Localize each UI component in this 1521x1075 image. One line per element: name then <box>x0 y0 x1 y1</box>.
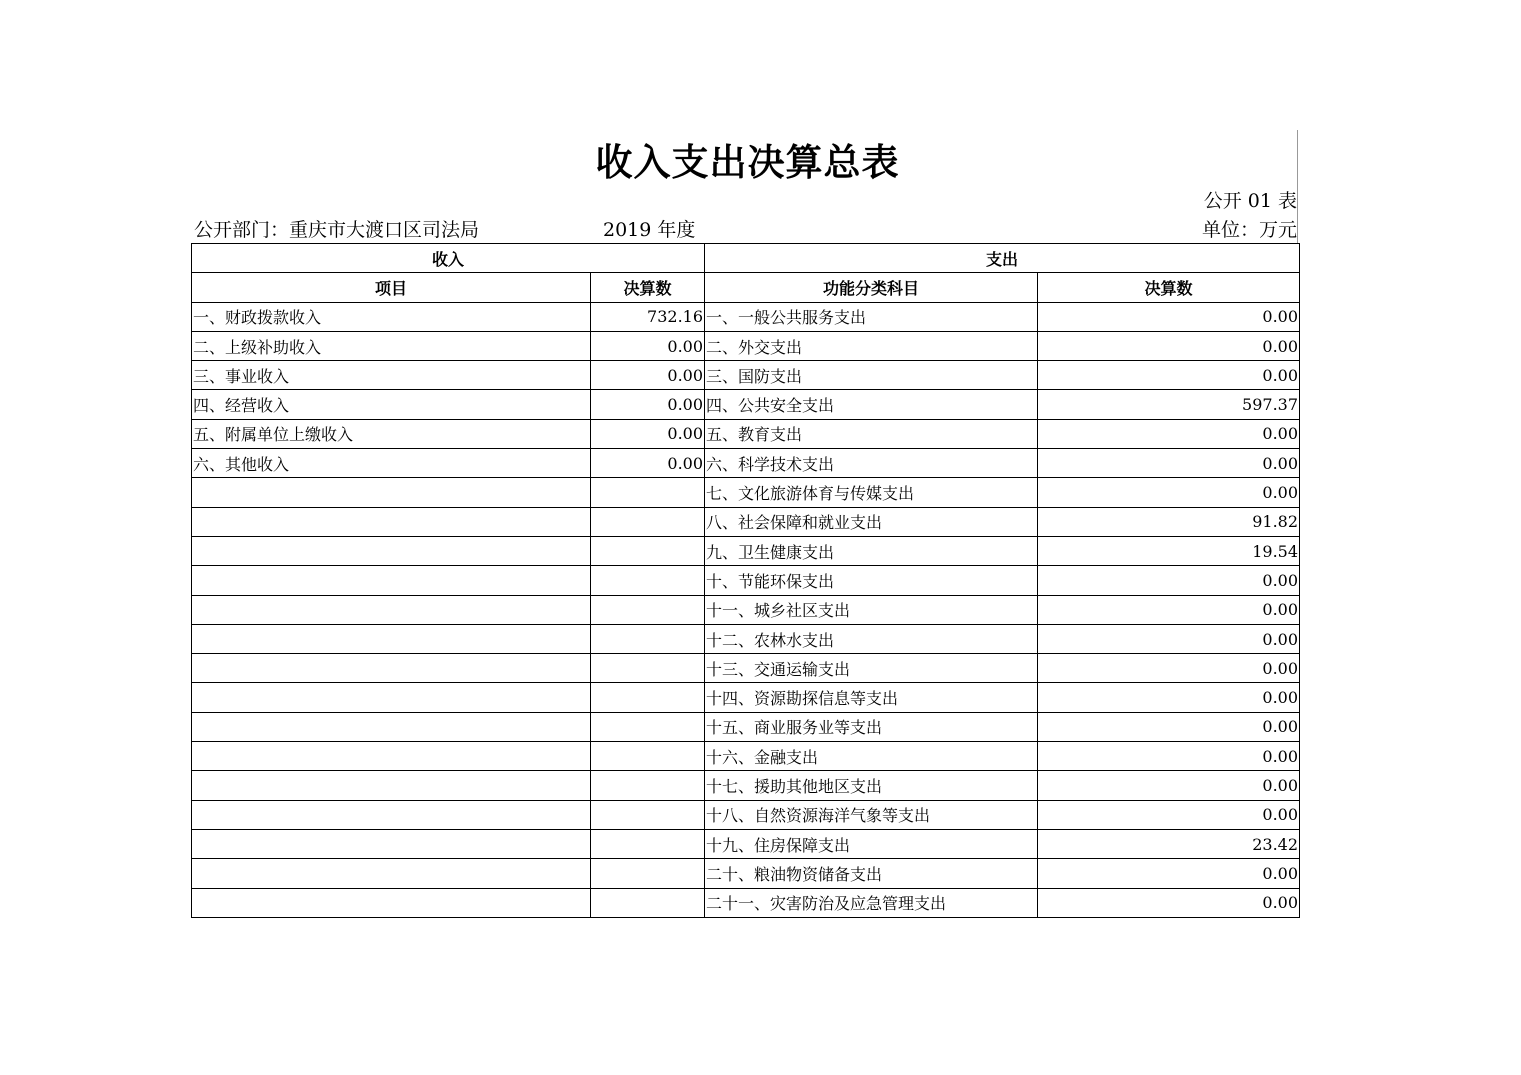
expense-amount-cell: 0.00 <box>1038 478 1300 507</box>
expense-item-cell: 二、外交支出 <box>705 331 1038 360</box>
income-amount-cell <box>591 742 705 771</box>
income-amount-cell <box>591 507 705 536</box>
income-amount-cell <box>591 478 705 507</box>
income-amount-cell <box>591 859 705 888</box>
table-row <box>192 683 1300 712</box>
table-body <box>192 302 1300 917</box>
income-item-cell <box>192 712 591 741</box>
expense-item-cell: 十四、资源勘探信息等支出 <box>705 683 1038 712</box>
expense-item-cell: 八、社会保障和就业支出 <box>705 507 1038 536</box>
expense-amount-cell: 0.00 <box>1038 419 1300 448</box>
expense-amount-cell: 0.00 <box>1038 742 1300 771</box>
group-header-row <box>192 244 1300 273</box>
income-item-cell <box>192 829 591 858</box>
income-amount-cell: 0.00 <box>591 449 705 478</box>
income-amount-cell <box>591 566 705 595</box>
expense-amount-cell: 0.00 <box>1038 302 1300 331</box>
income-item-cell: 三、事业收入 <box>192 361 591 390</box>
income-amount-cell: 0.00 <box>591 361 705 390</box>
expense-amount-cell: 0.00 <box>1038 712 1300 741</box>
table-row <box>192 419 1300 448</box>
expense-amount-cell: 23.42 <box>1038 829 1300 858</box>
expense-item-cell: 五、教育支出 <box>705 419 1038 448</box>
expense-item-cell: 十二、农林水支出 <box>705 624 1038 653</box>
table-row <box>192 331 1300 360</box>
income-group-header: 收入 <box>192 244 705 273</box>
page-title: 收入支出决算总表 <box>595 141 900 184</box>
income-item-cell <box>192 683 591 712</box>
income-item-cell <box>192 624 591 653</box>
column-header-expense-item: 功能分类科目 <box>705 273 1038 302</box>
income-item-cell <box>192 566 591 595</box>
table-row <box>192 829 1300 858</box>
table-row <box>192 361 1300 390</box>
table-row <box>192 800 1300 829</box>
expense-amount-cell: 0.00 <box>1038 888 1300 917</box>
income-item-cell <box>192 742 591 771</box>
column-header-row <box>192 273 1300 302</box>
income-expense-table <box>191 243 1300 918</box>
income-amount-cell <box>591 654 705 683</box>
column-header-income-item: 项目 <box>192 273 591 302</box>
fiscal-year-label: 2019 年度 <box>603 219 696 241</box>
expense-amount-cell: 0.00 <box>1038 654 1300 683</box>
table-row <box>192 654 1300 683</box>
expense-amount-cell: 0.00 <box>1038 859 1300 888</box>
table-row <box>192 742 1300 771</box>
expense-item-cell: 一、一般公共服务支出 <box>705 302 1038 331</box>
income-amount-cell <box>591 595 705 624</box>
expense-item-cell: 三、国防支出 <box>705 361 1038 390</box>
expense-amount-cell: 0.00 <box>1038 331 1300 360</box>
income-item-cell: 五、附属单位上缴收入 <box>192 419 591 448</box>
table-row <box>192 478 1300 507</box>
expense-item-cell: 十七、援助其他地区支出 <box>705 771 1038 800</box>
unit-label: 单位：万元 <box>1201 219 1297 241</box>
income-item-cell <box>192 859 591 888</box>
department-label: 公开部门：重庆市大渡口区司法局 <box>194 219 480 241</box>
expense-item-cell: 十八、自然资源海洋气象等支出 <box>705 800 1038 829</box>
column-header-expense-amount: 决算数 <box>1038 273 1300 302</box>
income-amount-cell: 0.00 <box>591 419 705 448</box>
income-item-cell <box>192 888 591 917</box>
expense-item-cell: 二十一、灾害防治及应急管理支出 <box>705 888 1038 917</box>
expense-item-cell: 十三、交通运输支出 <box>705 654 1038 683</box>
income-amount-cell <box>591 771 705 800</box>
income-amount-cell <box>591 829 705 858</box>
income-amount-cell <box>591 624 705 653</box>
expense-amount-cell: 19.54 <box>1038 536 1300 565</box>
expense-group-header: 支出 <box>705 244 1300 273</box>
income-item-cell <box>192 654 591 683</box>
expense-amount-cell: 0.00 <box>1038 566 1300 595</box>
table-row <box>192 712 1300 741</box>
margin-rule <box>1297 130 1298 243</box>
income-item-cell <box>192 800 591 829</box>
expense-amount-cell: 91.82 <box>1038 507 1300 536</box>
table-row <box>192 771 1300 800</box>
expense-amount-cell: 597.37 <box>1038 390 1300 419</box>
income-amount-cell <box>591 888 705 917</box>
table-row <box>192 449 1300 478</box>
table-row <box>192 566 1300 595</box>
table-row <box>192 859 1300 888</box>
expense-item-cell: 六、科学技术支出 <box>705 449 1038 478</box>
expense-item-cell: 十六、金融支出 <box>705 742 1038 771</box>
income-amount-cell <box>591 536 705 565</box>
income-item-cell: 四、经营收入 <box>192 390 591 419</box>
expense-item-cell: 十、节能环保支出 <box>705 566 1038 595</box>
expense-item-cell: 九、卫生健康支出 <box>705 536 1038 565</box>
table-row <box>192 302 1300 331</box>
income-item-cell <box>192 536 591 565</box>
table-row <box>192 595 1300 624</box>
expense-amount-cell: 0.00 <box>1038 800 1300 829</box>
expense-item-cell: 四、公共安全支出 <box>705 390 1038 419</box>
expense-item-cell: 十五、商业服务业等支出 <box>705 712 1038 741</box>
table-row <box>192 624 1300 653</box>
expense-amount-cell: 0.00 <box>1038 595 1300 624</box>
income-amount-cell <box>591 800 705 829</box>
income-amount-cell <box>591 712 705 741</box>
table-row <box>192 888 1300 917</box>
expense-amount-cell: 0.00 <box>1038 449 1300 478</box>
income-item-cell <box>192 595 591 624</box>
income-amount-cell: 0.00 <box>591 331 705 360</box>
income-item-cell <box>192 507 591 536</box>
expense-amount-cell: 0.00 <box>1038 683 1300 712</box>
income-item-cell: 二、上级补助收入 <box>192 331 591 360</box>
form-code: 公开 01 表 <box>1203 190 1297 212</box>
expense-amount-cell: 0.00 <box>1038 361 1300 390</box>
income-item-cell: 六、其他收入 <box>192 449 591 478</box>
expense-item-cell: 十九、住房保障支出 <box>705 829 1038 858</box>
income-item-cell: 一、财政拨款收入 <box>192 302 591 331</box>
column-header-income-amount: 决算数 <box>591 273 705 302</box>
expense-item-cell: 七、文化旅游体育与传媒支出 <box>705 478 1038 507</box>
income-item-cell <box>192 478 591 507</box>
income-amount-cell: 732.16 <box>591 302 705 331</box>
expense-amount-cell: 0.00 <box>1038 624 1300 653</box>
table-row <box>192 390 1300 419</box>
income-amount-cell <box>591 683 705 712</box>
income-item-cell <box>192 771 591 800</box>
expense-item-cell: 十一、城乡社区支出 <box>705 595 1038 624</box>
table-row <box>192 507 1300 536</box>
table-row <box>192 536 1300 565</box>
expense-amount-cell: 0.00 <box>1038 771 1300 800</box>
expense-item-cell: 二十、粮油物资储备支出 <box>705 859 1038 888</box>
income-amount-cell: 0.00 <box>591 390 705 419</box>
